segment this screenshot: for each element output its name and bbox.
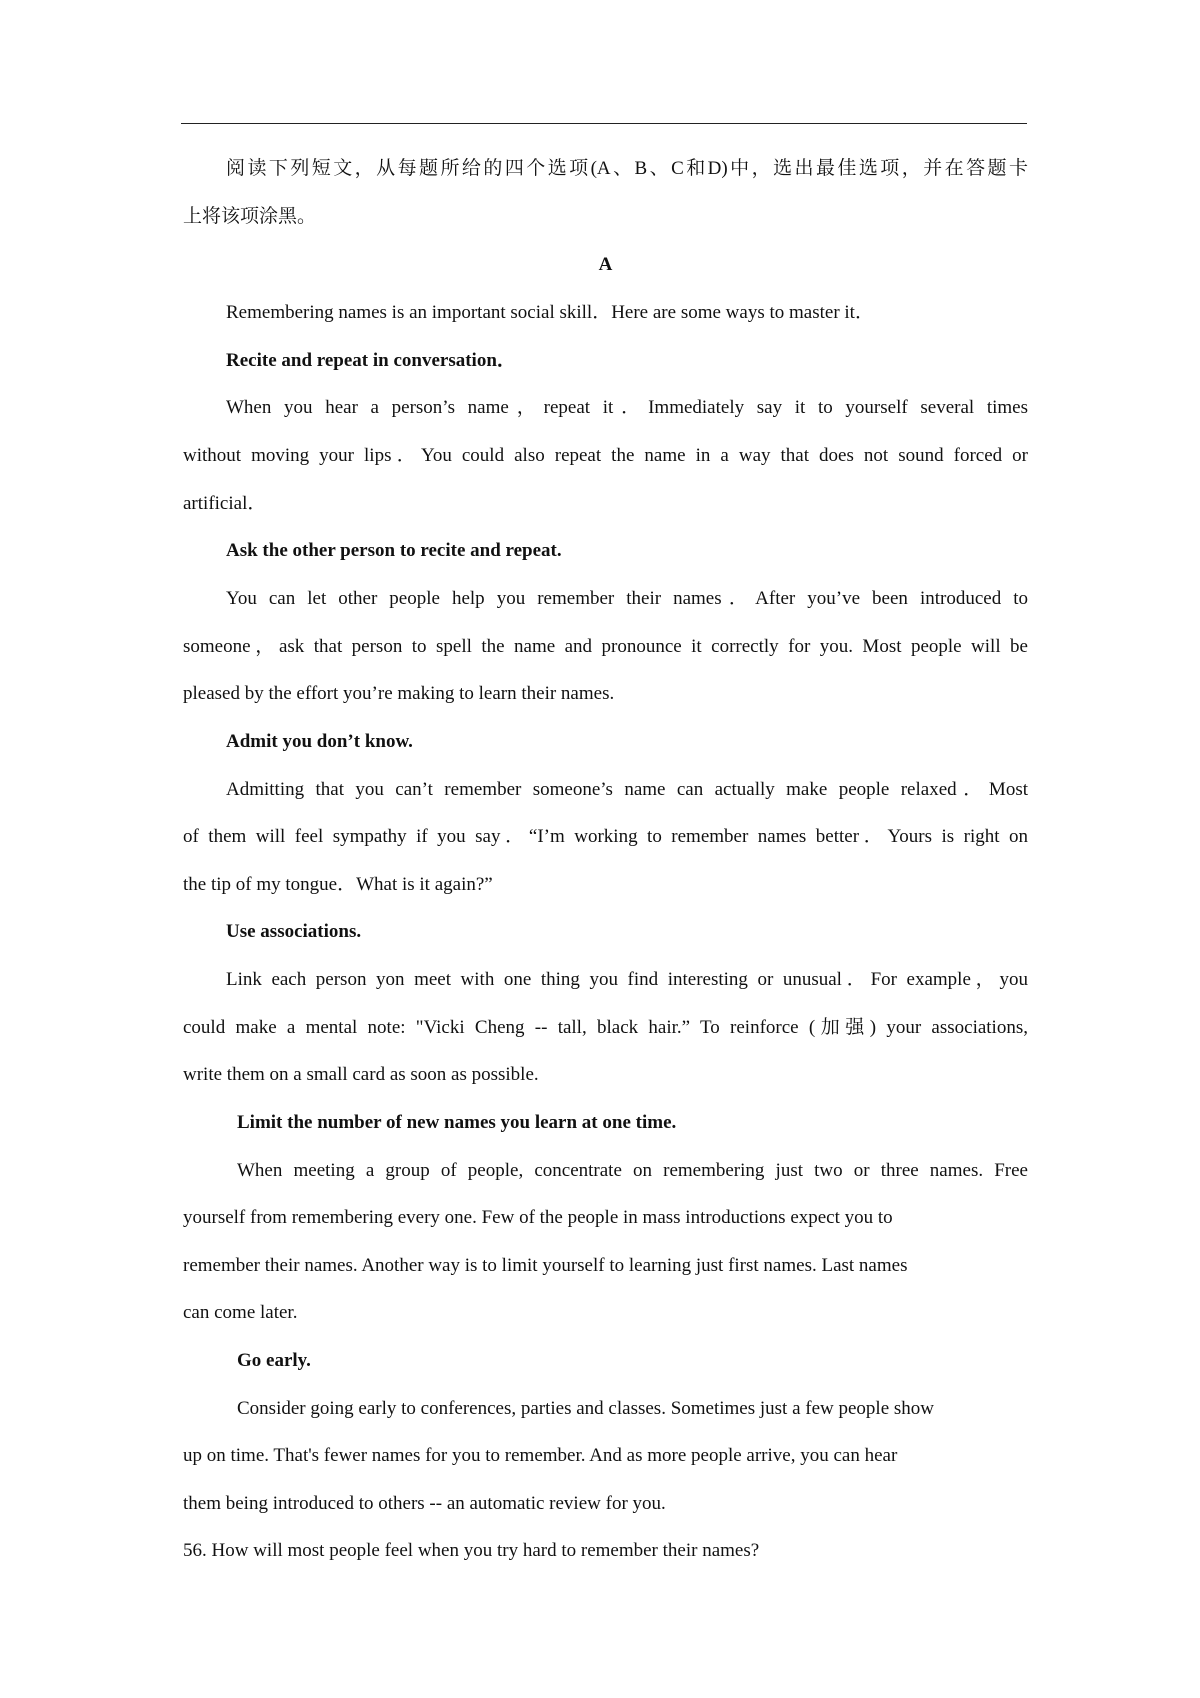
paragraph-line: up on time. That's fewer names for you to remember. And as more people arrive, you can hear (183, 1445, 898, 1466)
paragraph-line: can come later. (183, 1302, 298, 1323)
paragraph-line: pleased by the effort you’re making to learn their names. (183, 683, 615, 704)
paragraph-line: write them on a small card as soon as possible. (183, 1064, 539, 1085)
section-heading: Use associations. (226, 921, 362, 942)
paragraph-line: the tip of my tongue．What is it again?” (183, 874, 493, 895)
section-heading: Go early. (237, 1350, 311, 1371)
paragraph-line: them being introduced to others -- an automatic review for you. (183, 1493, 666, 1514)
paragraph-line: When meeting a group of people, concentrate on remembering just two or three names. Free (237, 1160, 1028, 1181)
section-heading: Ask the other person to recite and repeat. (226, 540, 562, 561)
intro-paragraph: Remembering names is an important social skill．Here are some ways to master it． (226, 302, 874, 323)
paragraph-line: could make a mental note: "Vicki Cheng -- tall, black hair.” To reinforce (加强) your associations, (183, 1017, 1028, 1038)
paragraph-line: You can let other people help you remember their names．After you’ve been introduced to (226, 588, 1028, 609)
section-heading: Admit you don’t know. (226, 731, 413, 752)
paragraph-line: yourself from remembering every one. Few of the people in mass introductions expect you to (183, 1207, 893, 1228)
paragraph-line: artificial． (183, 493, 267, 514)
paragraph-line: remember their names. Another way is to limit yourself to learning just first names. Last names (183, 1255, 908, 1276)
paragraph-line: Link each person yon meet with one thing you find interesting or unusual．For example，you (226, 969, 1028, 990)
paragraph-line: When you hear a person’s name，repeat it．Immediately say it to yourself several times (226, 397, 1028, 418)
paragraph-line: without moving your lips．You could also repeat the name in a way that does not sound forced or (183, 445, 1028, 466)
instructions-line-2: 上将该项涂黑。 (183, 206, 317, 227)
paragraph-line: Admitting that you can’t remember someone’s name can actually make people relaxed．Most (226, 779, 1028, 800)
instructions-line-1: 阅读下列短文，从每题所给的四个选项(A、B、C和D)中，选出最佳选项，并在答题卡 (226, 158, 1028, 179)
paragraph-line: of them will feel sympathy if you say．“I’m working to remember names better．Yours is right on (183, 826, 1028, 847)
question-56: 56. How will most people feel when you try hard to remember their names? (183, 1540, 760, 1561)
paragraph-line: someone，ask that person to spell the name and pronounce it correctly for you. Most people will be (183, 636, 1028, 657)
paragraph-line: Consider going early to conferences, parties and classes. Sometimes just a few people show (237, 1398, 935, 1419)
section-heading: Recite and repeat in conversation． (226, 350, 516, 371)
header-rule (181, 123, 1027, 124)
passage-label: A (598, 254, 613, 275)
section-heading: Limit the number of new names you learn at one time. (237, 1112, 677, 1133)
